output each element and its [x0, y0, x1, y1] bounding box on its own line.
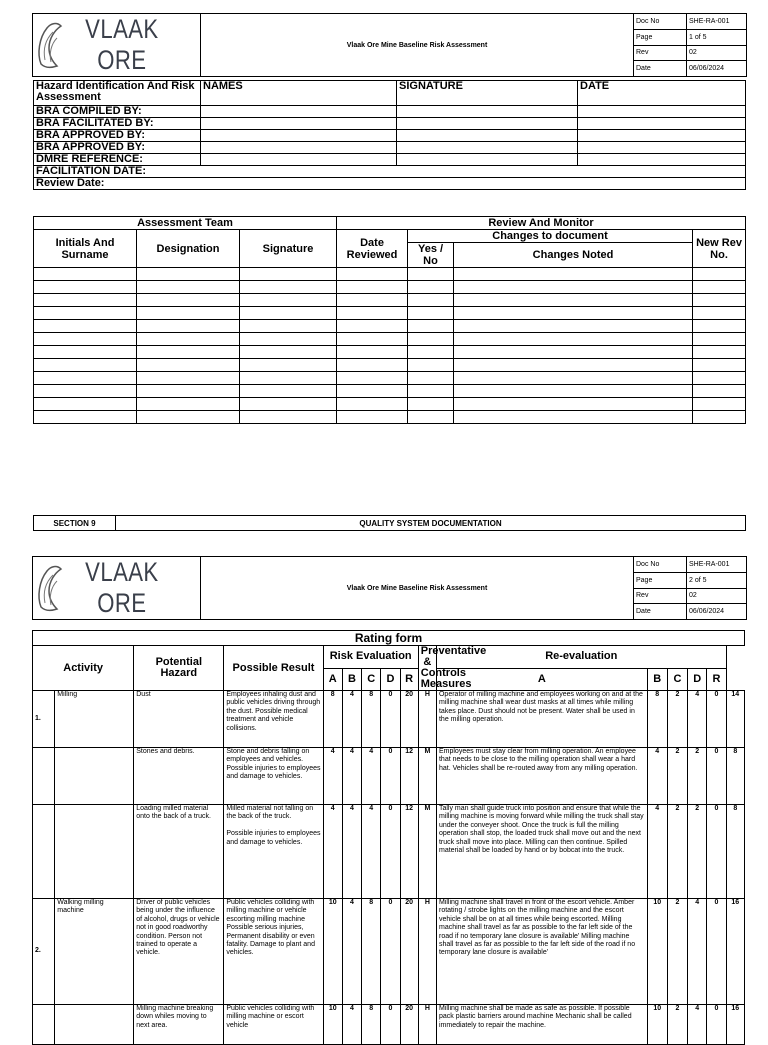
- activity-cell: [55, 805, 134, 899]
- changes-heading: Changes to document: [408, 230, 693, 243]
- yes-no-field[interactable]: [408, 333, 454, 346]
- risk-rating: H: [418, 899, 436, 1005]
- initials-field[interactable]: [34, 346, 137, 359]
- risk-rating: H: [418, 1005, 436, 1045]
- col-r: R: [400, 668, 418, 691]
- col-re-evaluation: Re-evaluation: [436, 646, 726, 669]
- ore-rock-icon: [35, 563, 65, 613]
- risk-r: 12: [400, 805, 418, 899]
- risk-a: 10: [323, 899, 342, 1005]
- signature-field[interactable]: [240, 294, 337, 307]
- team-row: [34, 359, 746, 372]
- new-rev-field[interactable]: [693, 333, 746, 346]
- review-monitor-heading: Review And Monitor: [337, 217, 746, 230]
- assessment-team-heading: Assessment Team: [34, 217, 337, 230]
- result-cell: Public vehicles colliding with milling machine or vehicle escorting milling machine Possible serious injuries, Permanent disability or even fatality. Damage to plant and vehicles.: [224, 899, 323, 1005]
- re-b: 2: [667, 748, 687, 805]
- bra-heading: Hazard Identification And Risk Assessment: [34, 81, 201, 106]
- team-row: [34, 346, 746, 359]
- review-date: Review Date:: [34, 178, 746, 190]
- row-number: 1.: [33, 691, 55, 748]
- name-field[interactable]: [201, 142, 397, 154]
- initials-field[interactable]: [34, 294, 137, 307]
- activity-cell: Milling: [55, 691, 134, 748]
- signature-field[interactable]: [397, 106, 578, 118]
- risk-c: 8: [362, 691, 381, 748]
- section-title: QUALITY SYSTEM DOCUMENTATION: [116, 516, 746, 531]
- re-b: 2: [667, 1005, 687, 1045]
- re-c: 2: [688, 748, 707, 805]
- rating-row: [33, 748, 745, 805]
- risk-b: 4: [342, 691, 361, 748]
- doc-no-label: Doc No: [634, 14, 687, 30]
- designation-field[interactable]: [137, 333, 240, 346]
- changes-noted-field[interactable]: [454, 398, 693, 411]
- bra-row-label: BRA FACILITATED BY:: [34, 118, 201, 130]
- date-reviewed-field[interactable]: [337, 372, 408, 385]
- risk-r: 20: [400, 691, 418, 748]
- re-r: 14: [726, 691, 744, 748]
- re-c: 4: [688, 899, 707, 1005]
- initials-field[interactable]: [34, 398, 137, 411]
- signature-field[interactable]: [240, 346, 337, 359]
- page-label: Page: [634, 572, 687, 588]
- col-controls: Preventative & Controls Measures: [418, 646, 436, 691]
- row-number: 2.: [33, 899, 55, 1005]
- risk-c: 8: [362, 1005, 381, 1045]
- controls-cell: Milling machine shall travel in front of the escort vehicle. Amber rotating / strobe lights on the milling machine and the escort vehicle shall be on at all times while being escorted. Milling machine shall travel as far as possible to the far left side of the road if no temporary lane closure is available' Milling machine shall travel as far as possible to the far left side of the road if no temporary lane closure is available': [436, 899, 647, 1005]
- hazard-cell: Milling machine breaking down whiles moving to next area.: [134, 1005, 224, 1045]
- controls-cell: Milling machine shall be made as safe as possible. If possible pack plastic barriers around machine Mechanic shall be called immediately to repair the machine.: [436, 1005, 647, 1045]
- signature-field[interactable]: [240, 372, 337, 385]
- result-cell: Public vehicles colliding with milling machine or escort vehicle: [224, 1005, 323, 1045]
- yes-no-field[interactable]: [408, 372, 454, 385]
- facilitation-date: FACILITATION DATE:: [34, 166, 746, 178]
- signature-field[interactable]: [397, 130, 578, 142]
- signature-field[interactable]: [397, 118, 578, 130]
- col-date: DATE: [578, 81, 746, 106]
- changes-noted-field[interactable]: [454, 385, 693, 398]
- risk-a: 4: [323, 805, 342, 899]
- bra-row-label: BRA APPROVED BY:: [34, 130, 201, 142]
- team-row: [34, 385, 746, 398]
- re-d: 0: [707, 1005, 726, 1045]
- initials-field[interactable]: [34, 320, 137, 333]
- risk-c: 4: [362, 805, 381, 899]
- changes-noted-field[interactable]: [454, 320, 693, 333]
- risk-b: 4: [342, 748, 361, 805]
- date-value: 06/06/2024: [687, 61, 747, 77]
- page-label: Page: [634, 29, 687, 45]
- initials-field[interactable]: [34, 372, 137, 385]
- re-c: 2: [688, 805, 707, 899]
- activity-cell: Walking milling machine: [55, 899, 134, 1005]
- risk-rating: M: [418, 805, 436, 899]
- signature-field[interactable]: [240, 268, 337, 281]
- result-cell: Milled material not falling on the back of the truck. Possible injuries to employees and damage to vehicles.: [224, 805, 323, 899]
- risk-d: 0: [381, 691, 400, 748]
- row-number: [33, 748, 55, 805]
- initials-field[interactable]: [34, 385, 137, 398]
- changes-noted-field[interactable]: [454, 294, 693, 307]
- date-reviewed-field[interactable]: [337, 281, 408, 294]
- risk-b: 4: [342, 805, 361, 899]
- logo: [33, 14, 201, 77]
- name-field[interactable]: [201, 118, 397, 130]
- yes-no-field[interactable]: [408, 268, 454, 281]
- controls-cell: Tally man shall guide truck into position and ensure that while the milling machine is moving forward while milling the truck shall stay under the conveyer shoot. Once the truck is full the milling operation shall stop, the loaded truck shall move out and the next truck shall move into place. Milling can then continue. Spilled material shall be loaded by hand or by bobcat into the truck.: [436, 805, 647, 899]
- page-header-1: [32, 13, 747, 77]
- page-header-2: [32, 556, 747, 620]
- new-rev-field[interactable]: [693, 307, 746, 320]
- activity-cell: [55, 748, 134, 805]
- signature-field[interactable]: [397, 142, 578, 154]
- name-field[interactable]: [201, 130, 397, 142]
- team-row: [34, 411, 746, 424]
- date-field[interactable]: [578, 130, 746, 142]
- re-c: 4: [688, 691, 707, 748]
- designation-field[interactable]: [137, 307, 240, 320]
- date-reviewed-field[interactable]: [337, 385, 408, 398]
- re-r: 8: [726, 748, 744, 805]
- designation-field[interactable]: [137, 385, 240, 398]
- col-new-rev: New Rev No.: [693, 230, 746, 268]
- section-footer: [33, 515, 746, 531]
- yes-no-field[interactable]: [408, 281, 454, 294]
- doc-no-label: Doc No: [634, 557, 687, 573]
- col-initials: Initials And Surname: [34, 230, 137, 268]
- bra-row-label: BRA APPROVED BY:: [34, 142, 201, 154]
- name-field[interactable]: [201, 154, 397, 166]
- yes-no-field[interactable]: [408, 294, 454, 307]
- document-title: Vlaak Ore Mine Baseline Risk Assessment: [201, 14, 634, 77]
- col-re-b: B: [647, 668, 667, 691]
- date-reviewed-field[interactable]: [337, 359, 408, 372]
- logo: [33, 557, 201, 620]
- risk-c: 4: [362, 748, 381, 805]
- team-row: [34, 320, 746, 333]
- hazard-cell: Loading milled material onto the back of a truck.: [134, 805, 224, 899]
- doc-no-value: SHE-RA-001: [687, 14, 747, 30]
- assessment-team-table: [33, 216, 746, 424]
- date-reviewed-field[interactable]: [337, 411, 408, 424]
- new-rev-field[interactable]: [693, 294, 746, 307]
- date-label: Date: [634, 61, 687, 77]
- new-rev-field[interactable]: [693, 372, 746, 385]
- re-b: 2: [667, 805, 687, 899]
- col-signature: Signature: [240, 230, 337, 268]
- changes-noted-field[interactable]: [454, 372, 693, 385]
- team-row: [34, 268, 746, 281]
- rating-row: [33, 691, 745, 748]
- changes-noted-field[interactable]: [454, 346, 693, 359]
- risk-d: 0: [381, 1005, 400, 1045]
- signature-field[interactable]: [240, 398, 337, 411]
- col-c: C: [362, 668, 381, 691]
- signature-field[interactable]: [240, 281, 337, 294]
- bra-row-label: BRA COMPILED BY:: [34, 106, 201, 118]
- designation-field[interactable]: [137, 320, 240, 333]
- col-re-r: R: [707, 668, 726, 691]
- team-row: [34, 281, 746, 294]
- col-potential-hazard: Potential Hazard: [134, 646, 224, 691]
- hazard-cell: Stones and debris.: [134, 748, 224, 805]
- row-number: [33, 1005, 55, 1045]
- date-reviewed-field[interactable]: [337, 346, 408, 359]
- rev-value: 02: [687, 45, 747, 61]
- re-b: 2: [667, 899, 687, 1005]
- changes-noted-field[interactable]: [454, 268, 693, 281]
- col-d: D: [381, 668, 400, 691]
- re-a: 10: [647, 1005, 667, 1045]
- rating-form-title: Rating form: [33, 631, 745, 646]
- rev-label: Rev: [634, 588, 687, 604]
- page-value: 2 of 5: [687, 572, 747, 588]
- ore-rock-icon: [35, 20, 65, 70]
- hazard-cell: Driver of public vehicles being under the influence of alcohol, drugs or vehicle not in good roadworthy condition. Person not trained to operate a vehicle.: [134, 899, 224, 1005]
- risk-d: 0: [381, 899, 400, 1005]
- date-reviewed-field[interactable]: [337, 268, 408, 281]
- re-a: 8: [647, 691, 667, 748]
- date-field[interactable]: [578, 142, 746, 154]
- yes-no-field[interactable]: [408, 411, 454, 424]
- result-cell: Employees inhaling dust and public vehicles driving through the dust. Possible medical treatment and vehicle collisions.: [224, 691, 323, 748]
- signature-field[interactable]: [240, 307, 337, 320]
- col-b: B: [342, 668, 361, 691]
- controls-cell: Employees must stay clear from milling operation. An employee that needs to be close to the milling operation shall wear a hard hat. Vehicles shall be re-routed away from any milling operation.: [436, 748, 647, 805]
- changes-noted-field[interactable]: [454, 281, 693, 294]
- signature-field[interactable]: [240, 333, 337, 346]
- risk-rating: H: [418, 691, 436, 748]
- date-label: Date: [634, 604, 687, 620]
- risk-r: 12: [400, 748, 418, 805]
- re-a: 4: [647, 805, 667, 899]
- re-d: 0: [707, 805, 726, 899]
- signature-field[interactable]: [240, 359, 337, 372]
- activity-cell: [55, 1005, 134, 1045]
- initials-field[interactable]: [34, 281, 137, 294]
- date-reviewed-field[interactable]: [337, 398, 408, 411]
- re-b: 2: [667, 691, 687, 748]
- designation-field[interactable]: [137, 281, 240, 294]
- new-rev-field[interactable]: [693, 411, 746, 424]
- col-risk-evaluation: Risk Evaluation: [323, 646, 418, 669]
- changes-noted-field[interactable]: [454, 333, 693, 346]
- new-rev-field[interactable]: [693, 398, 746, 411]
- designation-field[interactable]: [137, 372, 240, 385]
- date-reviewed-field[interactable]: [337, 307, 408, 320]
- controls-cell: Operator of milling machine and employees working on and at the milling machine shall wear dust masks at all times while milling takes place. Dust should not be present. Water shall be used in the milling operation.: [436, 691, 647, 748]
- col-possible-result: Possible Result: [224, 646, 323, 691]
- col-yes-no: Yes / No: [408, 243, 454, 268]
- re-d: 0: [707, 748, 726, 805]
- date-field[interactable]: [578, 118, 746, 130]
- designation-field[interactable]: [137, 359, 240, 372]
- risk-b: 4: [342, 1005, 361, 1045]
- col-designation: Designation: [137, 230, 240, 268]
- col-re-a: A: [436, 668, 647, 691]
- new-rev-field[interactable]: [693, 385, 746, 398]
- name-field[interactable]: [201, 106, 397, 118]
- section-label: SECTION 9: [34, 516, 116, 531]
- col-re-c: C: [667, 668, 687, 691]
- initials-field[interactable]: [34, 333, 137, 346]
- risk-r: 20: [400, 1005, 418, 1045]
- re-a: 10: [647, 899, 667, 1005]
- signature-field[interactable]: [240, 320, 337, 333]
- page-value: 1 of 5: [687, 29, 747, 45]
- initials-field[interactable]: [34, 359, 137, 372]
- new-rev-field[interactable]: [693, 268, 746, 281]
- yes-no-field[interactable]: [408, 385, 454, 398]
- rating-row: [33, 805, 745, 899]
- signature-field[interactable]: [240, 411, 337, 424]
- risk-d: 0: [381, 748, 400, 805]
- hazard-cell: Dust: [134, 691, 224, 748]
- rev-label: Rev: [634, 45, 687, 61]
- doc-no-value: SHE-RA-001: [687, 557, 747, 573]
- yes-no-field[interactable]: [408, 359, 454, 372]
- risk-d: 0: [381, 805, 400, 899]
- rating-rows: [33, 691, 745, 1045]
- team-row: [34, 398, 746, 411]
- risk-a: 10: [323, 1005, 342, 1045]
- changes-noted-field[interactable]: [454, 307, 693, 320]
- yes-no-field[interactable]: [408, 398, 454, 411]
- initials-field[interactable]: [34, 268, 137, 281]
- col-re-d: D: [688, 668, 707, 691]
- new-rev-field[interactable]: [693, 281, 746, 294]
- signature-field[interactable]: [240, 385, 337, 398]
- changes-noted-field[interactable]: [454, 411, 693, 424]
- risk-a: 8: [323, 691, 342, 748]
- result-cell: Stone and debris falling on employees and vehicles. Possible injuries to employees and damage to vehicles.: [224, 748, 323, 805]
- rating-row: [33, 899, 745, 1005]
- row-number: [33, 805, 55, 899]
- col-names: NAMES: [201, 81, 397, 106]
- changes-noted-field[interactable]: [454, 359, 693, 372]
- risk-a: 4: [323, 748, 342, 805]
- designation-field[interactable]: [137, 294, 240, 307]
- col-a: A: [323, 668, 342, 691]
- new-rev-field[interactable]: [693, 320, 746, 333]
- re-c: 4: [688, 1005, 707, 1045]
- logo-text: VLAAK ORE: [85, 14, 159, 75]
- bra-signoff-table: [33, 80, 746, 190]
- re-r: 16: [726, 899, 744, 1005]
- re-a: 4: [647, 748, 667, 805]
- initials-field[interactable]: [34, 307, 137, 320]
- date-field[interactable]: [578, 106, 746, 118]
- new-rev-field[interactable]: [693, 359, 746, 372]
- team-row: [34, 294, 746, 307]
- bra-row-label: DMRE REFERENCE:: [34, 154, 201, 166]
- yes-no-field[interactable]: [408, 307, 454, 320]
- designation-field[interactable]: [137, 398, 240, 411]
- date-field[interactable]: [578, 154, 746, 166]
- rev-value: 02: [687, 588, 747, 604]
- team-row: [34, 372, 746, 385]
- initials-field[interactable]: [34, 411, 137, 424]
- col-changes-noted: Changes Noted: [454, 243, 693, 268]
- re-d: 0: [707, 899, 726, 1005]
- team-row: [34, 307, 746, 320]
- re-r: 16: [726, 1005, 744, 1045]
- new-rev-field[interactable]: [693, 346, 746, 359]
- team-rows: [34, 268, 746, 424]
- rating-row: [33, 1005, 745, 1045]
- date-value: 06/06/2024: [687, 604, 747, 620]
- col-signature: SIGNATURE: [397, 81, 578, 106]
- risk-r: 20: [400, 899, 418, 1005]
- team-row: [34, 333, 746, 346]
- yes-no-field[interactable]: [408, 320, 454, 333]
- logo-text: VLAAK ORE: [85, 557, 159, 618]
- col-date-reviewed: Date Reviewed: [337, 230, 408, 268]
- yes-no-field[interactable]: [408, 346, 454, 359]
- risk-rating: M: [418, 748, 436, 805]
- rating-form-table: [32, 630, 745, 1045]
- designation-field[interactable]: [137, 268, 240, 281]
- col-activity: Activity: [33, 646, 134, 691]
- re-r: 8: [726, 805, 744, 899]
- risk-c: 8: [362, 899, 381, 1005]
- date-reviewed-field[interactable]: [337, 320, 408, 333]
- designation-field[interactable]: [137, 346, 240, 359]
- date-reviewed-field[interactable]: [337, 294, 408, 307]
- designation-field[interactable]: [137, 411, 240, 424]
- document-title: Vlaak Ore Mine Baseline Risk Assessment: [201, 557, 634, 620]
- signature-field[interactable]: [397, 154, 578, 166]
- risk-b: 4: [342, 899, 361, 1005]
- re-d: 0: [707, 691, 726, 748]
- date-reviewed-field[interactable]: [337, 333, 408, 346]
